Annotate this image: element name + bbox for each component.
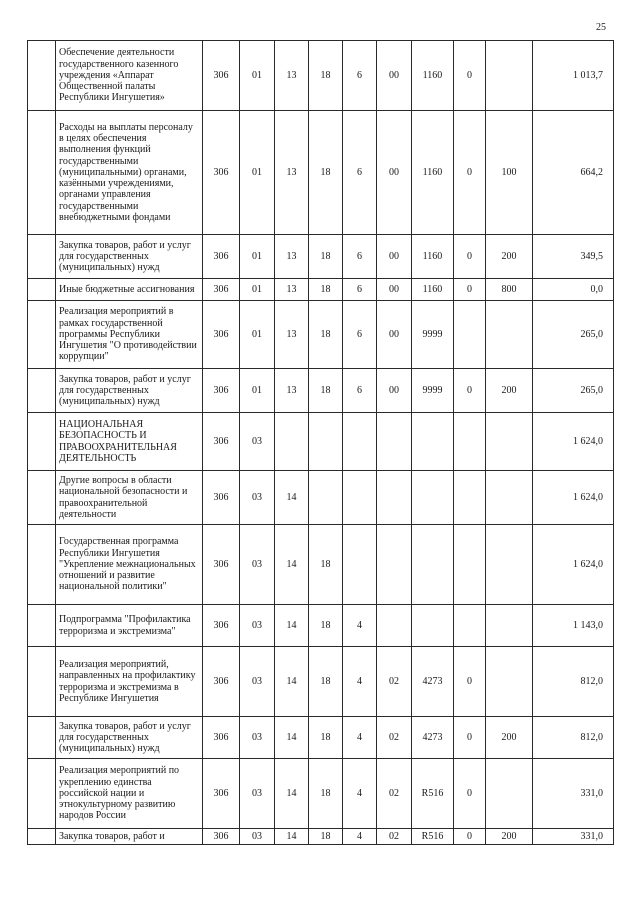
grbs-code-cell: 306	[203, 605, 240, 647]
blank-margin-cell	[28, 301, 56, 369]
section-code-cell: 03	[240, 471, 275, 525]
direction-code-cell: R516	[412, 829, 454, 845]
subprogram-code-cell	[343, 413, 377, 471]
main-activity-code-cell: 00	[377, 279, 412, 301]
grbs-code-cell: 306	[203, 759, 240, 829]
table-row	[28, 605, 614, 647]
extra-code-cell	[454, 471, 486, 525]
direction-code-cell	[412, 471, 454, 525]
section-code-cell: 03	[240, 605, 275, 647]
expense-type-cell	[486, 525, 533, 605]
main-activity-code-cell	[377, 413, 412, 471]
expense-type-cell	[486, 647, 533, 717]
subsection-code-cell: 13	[275, 369, 309, 413]
amount-cell: 812,0	[533, 647, 614, 717]
subsection-code-cell: 13	[275, 41, 309, 111]
main-activity-code-cell: 02	[377, 647, 412, 717]
table-row	[28, 301, 614, 369]
program-code-cell	[309, 471, 343, 525]
amount-cell: 1 013,7	[533, 41, 614, 111]
expense-type-cell	[486, 301, 533, 369]
blank-margin-cell	[28, 41, 56, 111]
direction-code-cell: 4273	[412, 717, 454, 759]
main-activity-code-cell: 02	[377, 829, 412, 845]
subsection-code-cell: 13	[275, 301, 309, 369]
program-code-cell: 18	[309, 369, 343, 413]
expense-type-cell	[486, 605, 533, 647]
grbs-code-cell: 306	[203, 41, 240, 111]
subprogram-code-cell: 6	[343, 301, 377, 369]
section-code-cell: 03	[240, 647, 275, 717]
extra-code-cell	[454, 413, 486, 471]
subsection-code-cell: 14	[275, 647, 309, 717]
direction-code-cell: 1160	[412, 279, 454, 301]
main-activity-code-cell: 00	[377, 235, 412, 279]
program-code-cell: 18	[309, 605, 343, 647]
subprogram-code-cell: 4	[343, 717, 377, 759]
grbs-code-cell: 306	[203, 235, 240, 279]
direction-code-cell: 1160	[412, 111, 454, 235]
amount-cell: 349,5	[533, 235, 614, 279]
subsection-code-cell: 13	[275, 235, 309, 279]
expense-type-cell: 100	[486, 111, 533, 235]
row-name-cell: Иные бюджетные ассигнования	[56, 279, 203, 301]
table-row	[28, 471, 614, 525]
expense-type-cell	[486, 41, 533, 111]
table-row	[28, 717, 614, 759]
section-code-cell: 03	[240, 829, 275, 845]
blank-margin-cell	[28, 605, 56, 647]
extra-code-cell: 0	[454, 111, 486, 235]
main-activity-code-cell: 00	[377, 369, 412, 413]
row-name-cell: Реализация мероприятий, направленных на профилактику терроризма и экстремизма в Республике Ингушетия	[56, 647, 203, 717]
row-name-cell: Обеспечение деятельности государственного казенного учреждения «Аппарат Общественной палаты Республики Ингушетия»	[56, 41, 203, 111]
subprogram-code-cell: 6	[343, 279, 377, 301]
grbs-code-cell: 306	[203, 413, 240, 471]
amount-cell: 812,0	[533, 717, 614, 759]
grbs-code-cell: 306	[203, 829, 240, 845]
subsection-code-cell: 14	[275, 525, 309, 605]
row-name-cell: Закупка товаров, работ и услуг для государственных (муниципальных) нужд	[56, 235, 203, 279]
direction-code-cell: 4273	[412, 647, 454, 717]
expense-type-cell: 200	[486, 717, 533, 759]
table-row	[28, 759, 614, 829]
grbs-code-cell: 306	[203, 111, 240, 235]
subsection-code-cell	[275, 413, 309, 471]
section-code-cell: 01	[240, 301, 275, 369]
extra-code-cell: 0	[454, 759, 486, 829]
expense-type-cell: 200	[486, 829, 533, 845]
subprogram-code-cell: 6	[343, 41, 377, 111]
expense-type-cell: 200	[486, 235, 533, 279]
row-name-cell: Закупка товаров, работ и услуг для государственных (муниципальных) нужд	[56, 369, 203, 413]
extra-code-cell	[454, 525, 486, 605]
grbs-code-cell: 306	[203, 301, 240, 369]
blank-margin-cell	[28, 279, 56, 301]
grbs-code-cell: 306	[203, 717, 240, 759]
blank-margin-cell	[28, 111, 56, 235]
amount-cell: 0,0	[533, 279, 614, 301]
budget-table	[27, 40, 614, 845]
main-activity-code-cell: 00	[377, 301, 412, 369]
section-code-cell: 03	[240, 759, 275, 829]
program-code-cell: 18	[309, 301, 343, 369]
subsection-code-cell: 14	[275, 829, 309, 845]
subprogram-code-cell: 6	[343, 235, 377, 279]
blank-margin-cell	[28, 829, 56, 845]
extra-code-cell: 0	[454, 235, 486, 279]
grbs-code-cell: 306	[203, 647, 240, 717]
amount-cell: 1 624,0	[533, 525, 614, 605]
program-code-cell: 18	[309, 279, 343, 301]
direction-code-cell: 9999	[412, 301, 454, 369]
extra-code-cell: 0	[454, 717, 486, 759]
blank-margin-cell	[28, 525, 56, 605]
table-row	[28, 647, 614, 717]
direction-code-cell	[412, 525, 454, 605]
table-row	[28, 279, 614, 301]
section-code-cell: 03	[240, 525, 275, 605]
table-row	[28, 369, 614, 413]
expense-type-cell	[486, 759, 533, 829]
subprogram-code-cell: 4	[343, 829, 377, 845]
subprogram-code-cell: 6	[343, 369, 377, 413]
program-code-cell: 18	[309, 829, 343, 845]
table-row	[28, 413, 614, 471]
section-code-cell: 03	[240, 413, 275, 471]
blank-margin-cell	[28, 235, 56, 279]
amount-cell: 1 624,0	[533, 413, 614, 471]
section-code-cell: 03	[240, 717, 275, 759]
subsection-code-cell: 14	[275, 605, 309, 647]
program-code-cell: 18	[309, 525, 343, 605]
blank-margin-cell	[28, 471, 56, 525]
expense-type-cell: 800	[486, 279, 533, 301]
program-code-cell	[309, 413, 343, 471]
subprogram-code-cell	[343, 525, 377, 605]
row-name-cell: Закупка товаров, работ и услуг для государственных (муниципальных) нужд	[56, 717, 203, 759]
row-name-cell: НАЦИОНАЛЬНАЯ БЕЗОПАСНОСТЬ И ПРАВООХРАНИТЕЛЬНАЯ ДЕЯТЕЛЬНОСТЬ	[56, 413, 203, 471]
subprogram-code-cell: 4	[343, 605, 377, 647]
program-code-cell: 18	[309, 759, 343, 829]
table-row	[28, 829, 614, 845]
amount-cell: 265,0	[533, 369, 614, 413]
row-name-cell: Расходы на выплаты персоналу в целях обеспечения выполнения функций государственными (муниципальными) органами, казёнными учреждениями, органами управления государственными внебюджетными фондами	[56, 111, 203, 235]
subsection-code-cell: 14	[275, 717, 309, 759]
blank-margin-cell	[28, 717, 56, 759]
grbs-code-cell: 306	[203, 369, 240, 413]
main-activity-code-cell: 00	[377, 111, 412, 235]
blank-margin-cell	[28, 759, 56, 829]
program-code-cell: 18	[309, 647, 343, 717]
blank-margin-cell	[28, 647, 56, 717]
main-activity-code-cell	[377, 471, 412, 525]
amount-cell: 664,2	[533, 111, 614, 235]
extra-code-cell: 0	[454, 829, 486, 845]
extra-code-cell: 0	[454, 647, 486, 717]
direction-code-cell	[412, 605, 454, 647]
amount-cell: 1 143,0	[533, 605, 614, 647]
expense-type-cell	[486, 471, 533, 525]
program-code-cell: 18	[309, 111, 343, 235]
extra-code-cell: 0	[454, 41, 486, 111]
program-code-cell: 18	[309, 235, 343, 279]
table-row	[28, 111, 614, 235]
row-name-cell: Реализация мероприятий по укреплению единства российской нации и этнокультурному развитию народов России	[56, 759, 203, 829]
blank-margin-cell	[28, 413, 56, 471]
extra-code-cell	[454, 605, 486, 647]
main-activity-code-cell: 02	[377, 717, 412, 759]
blank-margin-cell	[28, 369, 56, 413]
subsection-code-cell: 13	[275, 279, 309, 301]
extra-code-cell	[454, 301, 486, 369]
table-row	[28, 41, 614, 111]
subsection-code-cell: 14	[275, 759, 309, 829]
row-name-cell: Закупка товаров, работ и	[56, 829, 203, 845]
amount-cell: 265,0	[533, 301, 614, 369]
section-code-cell: 01	[240, 279, 275, 301]
table-body	[28, 41, 614, 845]
grbs-code-cell: 306	[203, 471, 240, 525]
subprogram-code-cell	[343, 471, 377, 525]
program-code-cell: 18	[309, 717, 343, 759]
direction-code-cell: R516	[412, 759, 454, 829]
subprogram-code-cell: 6	[343, 111, 377, 235]
grbs-code-cell: 306	[203, 279, 240, 301]
main-activity-code-cell	[377, 525, 412, 605]
row-name-cell: Другие вопросы в области национальной безопасности и правоохранительной деятельности	[56, 471, 203, 525]
main-activity-code-cell: 02	[377, 759, 412, 829]
row-name-cell: Реализация мероприятий в рамках государственной программы Республики Ингушетия "О противодействии коррупции"	[56, 301, 203, 369]
subprogram-code-cell: 4	[343, 759, 377, 829]
page-number: 25	[596, 22, 606, 33]
subsection-code-cell: 14	[275, 471, 309, 525]
direction-code-cell: 9999	[412, 369, 454, 413]
subsection-code-cell: 13	[275, 111, 309, 235]
amount-cell: 331,0	[533, 759, 614, 829]
direction-code-cell	[412, 413, 454, 471]
table-row	[28, 235, 614, 279]
section-code-cell: 01	[240, 235, 275, 279]
expense-type-cell: 200	[486, 369, 533, 413]
row-name-cell: Государственная программа Республики Ингушетия "Укрепление межнациональных отношений и развитие национальной политики"	[56, 525, 203, 605]
extra-code-cell: 0	[454, 279, 486, 301]
main-activity-code-cell	[377, 605, 412, 647]
extra-code-cell: 0	[454, 369, 486, 413]
expense-type-cell	[486, 413, 533, 471]
program-code-cell: 18	[309, 41, 343, 111]
direction-code-cell: 1160	[412, 41, 454, 111]
amount-cell: 1 624,0	[533, 471, 614, 525]
section-code-cell: 01	[240, 111, 275, 235]
row-name-cell: Подпрограмма "Профилактика терроризма и экстремизма"	[56, 605, 203, 647]
section-code-cell: 01	[240, 41, 275, 111]
subprogram-code-cell: 4	[343, 647, 377, 717]
table-row	[28, 525, 614, 605]
section-code-cell: 01	[240, 369, 275, 413]
direction-code-cell: 1160	[412, 235, 454, 279]
amount-cell: 331,0	[533, 829, 614, 845]
main-activity-code-cell: 00	[377, 41, 412, 111]
grbs-code-cell: 306	[203, 525, 240, 605]
